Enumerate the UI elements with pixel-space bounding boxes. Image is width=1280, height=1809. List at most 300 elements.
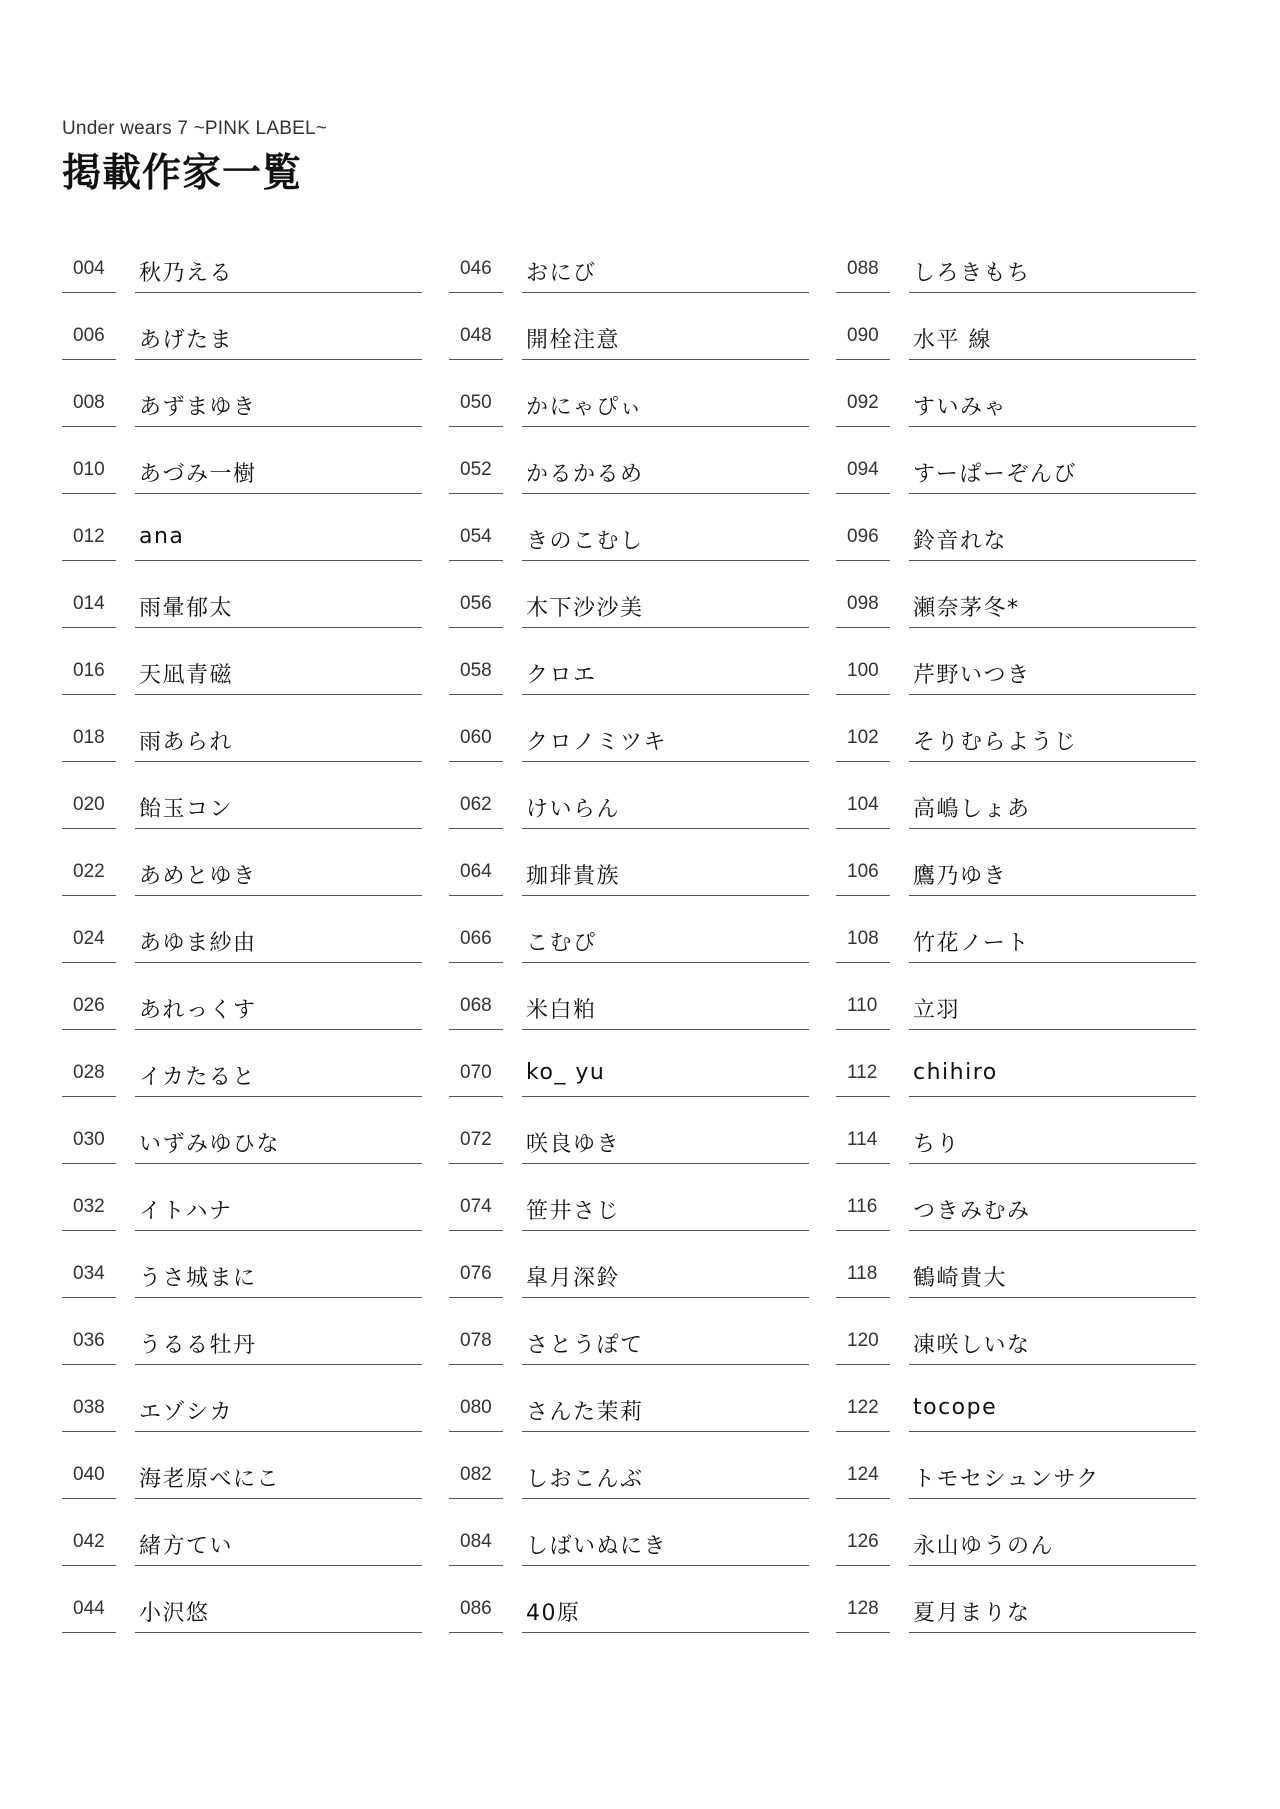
page-number-underline: [62, 1364, 116, 1365]
page-number: 024: [73, 928, 105, 949]
page-number-underline: [836, 1364, 890, 1365]
page-number-underline: [449, 493, 503, 494]
author-name: tocope: [913, 1395, 998, 1420]
page-number-underline: [836, 292, 890, 293]
author-name: 緒方てい: [139, 1534, 234, 1559]
author-name: きのこむし: [526, 529, 644, 554]
page-number: 100: [847, 660, 879, 681]
author-name: 飴玉コン: [139, 797, 234, 822]
author-name-underline: [909, 828, 1196, 829]
author-name-underline: [522, 761, 809, 762]
page-number: 034: [73, 1263, 105, 1284]
page-number-underline: [62, 1632, 116, 1633]
page-number-underline: [449, 761, 503, 762]
page-number-underline: [449, 1163, 503, 1164]
author-name: すいみゃ: [913, 395, 1008, 420]
author-name: うるる牡丹: [139, 1333, 257, 1358]
author-entry: [449, 585, 809, 652]
page-number: 050: [460, 392, 492, 413]
author-name: すーぱーぞんび: [913, 462, 1077, 487]
author-name-underline: [909, 1565, 1196, 1566]
author-name: 笹井さじ: [526, 1199, 621, 1224]
author-entry: [836, 1322, 1196, 1389]
page-number-underline: [449, 426, 503, 427]
author-name: 高嶋しょあ: [913, 797, 1031, 822]
page-number-underline: [449, 1297, 503, 1298]
page-number: 012: [73, 526, 105, 547]
page-number-underline: [449, 627, 503, 628]
author-name: しばいぬにき: [526, 1534, 668, 1559]
page-number-underline: [449, 1632, 503, 1633]
author-name: 夏月まりな: [913, 1601, 1031, 1626]
page-number: 020: [73, 794, 105, 815]
author-name-underline: [135, 1163, 422, 1164]
author-entry: [449, 853, 809, 920]
author-name: そりむらようじ: [913, 730, 1078, 755]
author-entry: [449, 1054, 809, 1121]
author-name-underline: [135, 761, 422, 762]
page-number: 028: [73, 1062, 105, 1083]
page-number-underline: [449, 1230, 503, 1231]
author-name-underline: [135, 1364, 422, 1365]
author-column-1: [62, 250, 422, 1657]
page-number-underline: [449, 962, 503, 963]
author-name: エゾシカ: [139, 1400, 234, 1425]
author-name: 天凪青磁: [139, 663, 234, 688]
page-number-underline: [449, 1431, 503, 1432]
author-name-underline: [909, 1029, 1196, 1030]
author-name-underline: [135, 694, 422, 695]
page-number-underline: [62, 493, 116, 494]
author-name-underline: [909, 1364, 1196, 1365]
page-number: 006: [73, 325, 105, 346]
author-name: かるかるめ: [526, 462, 644, 487]
page-number: 086: [460, 1598, 492, 1619]
page-number: 062: [460, 794, 492, 815]
author-name: さとうぽて: [526, 1333, 644, 1358]
page-number: 122: [847, 1397, 879, 1418]
author-name-underline: [909, 1632, 1196, 1633]
author-name-underline: [135, 1498, 422, 1499]
author-name-underline: [522, 292, 809, 293]
page-number-underline: [62, 1498, 116, 1499]
page-number-underline: [62, 1565, 116, 1566]
page-number: 096: [847, 526, 879, 547]
page-number: 004: [73, 258, 105, 279]
page-number: 078: [460, 1330, 492, 1351]
author-name: こむぴ: [526, 931, 597, 956]
author-name-underline: [909, 359, 1196, 360]
author-entry: [62, 250, 422, 317]
author-entry: [62, 384, 422, 451]
author-name: 海老原べにこ: [139, 1467, 281, 1492]
author-entry: [449, 1456, 809, 1523]
author-entry: [449, 987, 809, 1054]
author-entry: [449, 719, 809, 786]
author-name: イトハナ: [139, 1199, 233, 1224]
page-number: 110: [847, 995, 878, 1016]
author-entry: [836, 451, 1196, 518]
page-number-underline: [62, 1431, 116, 1432]
author-entry: [836, 1389, 1196, 1456]
page-number-underline: [449, 1029, 503, 1030]
author-entry: [449, 317, 809, 384]
author-entry: [449, 1322, 809, 1389]
author-name: 皐月深鈴: [526, 1266, 621, 1291]
author-name: クロノミツキ: [526, 730, 668, 755]
page-number: 046: [460, 258, 492, 279]
page-number-underline: [836, 1565, 890, 1566]
author-name-underline: [909, 1163, 1196, 1164]
author-entry: [62, 317, 422, 384]
page-number-underline: [449, 560, 503, 561]
page-number: 014: [73, 593, 105, 614]
page-number: 038: [73, 1397, 105, 1418]
page-number: 048: [460, 325, 492, 346]
author-column-2: [449, 250, 809, 1657]
author-entry: [62, 1121, 422, 1188]
author-name-underline: [135, 895, 422, 896]
author-entry: [449, 384, 809, 451]
author-entry: [62, 1389, 422, 1456]
page-number: 102: [847, 727, 879, 748]
author-name: 永山ゆうのん: [913, 1534, 1055, 1559]
author-name: 開栓注意: [526, 328, 621, 353]
author-name-underline: [135, 962, 422, 963]
author-entry: [62, 853, 422, 920]
page-number: 088: [847, 258, 879, 279]
author-name: 木下沙沙美: [526, 596, 644, 621]
author-name-underline: [522, 1163, 809, 1164]
page-title: 掲載作家一覧: [62, 151, 303, 196]
page-number: 090: [847, 325, 879, 346]
author-name-underline: [909, 694, 1196, 695]
author-entry: [449, 1389, 809, 1456]
author-name-underline: [135, 828, 422, 829]
author-name-underline: [522, 1029, 809, 1030]
author-name-underline: [135, 1431, 422, 1432]
page-number-underline: [836, 1029, 890, 1030]
author-name-underline: [135, 292, 422, 293]
author-name: かにゃぴぃ: [526, 395, 644, 420]
author-entry: [62, 652, 422, 719]
author-name-underline: [522, 1431, 809, 1432]
author-entry: [449, 1188, 809, 1255]
page-number: 022: [73, 861, 105, 882]
author-name-underline: [135, 1096, 422, 1097]
author-name-underline: [522, 493, 809, 494]
page-number: 128: [847, 1598, 879, 1619]
author-name: クロエ: [526, 663, 597, 688]
author-column-3: [836, 250, 1196, 1657]
page-number: 070: [460, 1062, 492, 1083]
author-name: 鈴音れな: [913, 529, 1008, 554]
author-name-underline: [909, 962, 1196, 963]
page-number: 120: [847, 1330, 879, 1351]
author-name: 秋乃える: [139, 261, 234, 286]
author-entry: [836, 786, 1196, 853]
author-name-underline: [135, 493, 422, 494]
author-entry: [62, 920, 422, 987]
author-entry: [836, 585, 1196, 652]
author-name-underline: [909, 627, 1196, 628]
page-number-underline: [62, 292, 116, 293]
author-name: あめとゆき: [139, 864, 257, 889]
page-number: 114: [847, 1129, 878, 1150]
page-number-underline: [449, 895, 503, 896]
author-name: 芹野いつき: [913, 663, 1031, 688]
author-entry: [449, 451, 809, 518]
page-number-underline: [449, 1498, 503, 1499]
author-name-underline: [135, 359, 422, 360]
author-entry: [62, 786, 422, 853]
author-name: 瀬奈茅冬*: [913, 596, 1020, 621]
author-name-underline: [522, 1230, 809, 1231]
author-name-underline: [135, 426, 422, 427]
author-entry: [836, 250, 1196, 317]
author-name: ana: [139, 524, 185, 549]
author-name-underline: [909, 292, 1196, 293]
author-entry: [449, 1523, 809, 1590]
page-number-underline: [836, 761, 890, 762]
author-name-underline: [522, 359, 809, 360]
author-name-underline: [522, 1498, 809, 1499]
page-number: 116: [847, 1196, 878, 1217]
page-number: 126: [847, 1531, 879, 1552]
page-number: 008: [73, 392, 105, 413]
author-entry: [836, 518, 1196, 585]
author-name-underline: [909, 761, 1196, 762]
author-entry: [62, 518, 422, 585]
author-entry: [62, 1456, 422, 1523]
page-number: 098: [847, 593, 879, 614]
page-number-underline: [449, 359, 503, 360]
author-name-underline: [522, 1297, 809, 1298]
author-name: あずまゆき: [139, 395, 257, 420]
author-entry: [836, 1121, 1196, 1188]
page-number-underline: [836, 359, 890, 360]
author-entry: [836, 1054, 1196, 1121]
page-number: 106: [847, 861, 879, 882]
author-entry: [836, 1590, 1196, 1657]
author-name-underline: [522, 1632, 809, 1633]
author-name-underline: [135, 627, 422, 628]
page-number-underline: [62, 1297, 116, 1298]
page-number: 064: [460, 861, 492, 882]
author-name: 小沢悠: [139, 1601, 210, 1626]
page-number: 094: [847, 459, 879, 480]
page-number-underline: [449, 694, 503, 695]
author-name: 立羽: [913, 998, 961, 1023]
author-name-underline: [135, 1230, 422, 1231]
author-name: うさ城まに: [139, 1266, 257, 1291]
page-number: 042: [73, 1531, 105, 1552]
author-name-underline: [522, 828, 809, 829]
author-name-underline: [909, 895, 1196, 896]
author-entry: [836, 1523, 1196, 1590]
author-name: いずみゆひな: [139, 1132, 281, 1157]
page-number-underline: [836, 1431, 890, 1432]
author-entry: [449, 652, 809, 719]
author-entry: [836, 317, 1196, 384]
author-name-underline: [909, 426, 1196, 427]
author-entry: [836, 719, 1196, 786]
author-entry: [836, 1456, 1196, 1523]
page-number: 092: [847, 392, 879, 413]
author-name-underline: [135, 1297, 422, 1298]
author-name: おにび: [526, 261, 597, 286]
author-name-underline: [522, 560, 809, 561]
page-number: 054: [460, 526, 492, 547]
page-number-underline: [836, 1096, 890, 1097]
author-name-underline: [135, 1029, 422, 1030]
page-number: 018: [73, 727, 105, 748]
author-name-underline: [522, 1364, 809, 1365]
page-number-underline: [836, 962, 890, 963]
page-number-underline: [836, 1297, 890, 1298]
page-number-underline: [836, 627, 890, 628]
author-entry: [449, 250, 809, 317]
page-number-underline: [449, 828, 503, 829]
author-name: 雨暈郁太: [139, 596, 234, 621]
page-number-underline: [449, 1096, 503, 1097]
author-name-underline: [135, 560, 422, 561]
author-entry: [62, 585, 422, 652]
author-name: さんた茉莉: [526, 1400, 644, 1425]
page-number-underline: [62, 426, 116, 427]
author-name: 鷹乃ゆき: [913, 864, 1008, 889]
page-number-underline: [836, 1230, 890, 1231]
author-name: あげたま: [139, 328, 234, 353]
author-name-underline: [522, 962, 809, 963]
author-name-underline: [909, 493, 1196, 494]
author-name: けいらん: [526, 797, 621, 822]
author-name: あづみ一樹: [139, 462, 257, 487]
author-entry: [449, 518, 809, 585]
author-name: しおこんぶ: [526, 1467, 644, 1492]
page-number: 026: [73, 995, 105, 1016]
author-name: 竹花ノート: [913, 931, 1030, 956]
author-entry: [836, 987, 1196, 1054]
page-number: 032: [73, 1196, 105, 1217]
page-number-underline: [62, 1029, 116, 1030]
author-name-underline: [522, 694, 809, 695]
author-entry: [836, 652, 1196, 719]
page-number: 074: [460, 1196, 492, 1217]
author-name-underline: [909, 1096, 1196, 1097]
page-number-underline: [836, 895, 890, 896]
page-number-underline: [62, 627, 116, 628]
page-number-underline: [449, 1364, 503, 1365]
page-number-underline: [449, 292, 503, 293]
author-name-underline: [909, 560, 1196, 561]
page-number-underline: [836, 828, 890, 829]
author-entry: [62, 1322, 422, 1389]
page-number-underline: [62, 560, 116, 561]
author-name: 40原: [526, 1601, 581, 1626]
author-name-underline: [135, 1632, 422, 1633]
author-name: トモセシュンサク: [913, 1467, 1100, 1492]
page-number-underline: [62, 1230, 116, 1231]
page-number-underline: [836, 1632, 890, 1633]
author-name: しろきもち: [913, 261, 1031, 286]
page-number: 056: [460, 593, 492, 614]
page-number: 084: [460, 1531, 492, 1552]
author-name: あゆま紗由: [139, 931, 257, 956]
page-number-underline: [836, 694, 890, 695]
author-entry: [62, 1590, 422, 1657]
author-entry: [62, 1255, 422, 1322]
page-number-underline: [62, 1163, 116, 1164]
author-entry: [449, 1121, 809, 1188]
author-entry: [449, 786, 809, 853]
page-number: 044: [73, 1598, 105, 1619]
page-number-underline: [62, 895, 116, 896]
page-number-underline: [62, 962, 116, 963]
page-number: 058: [460, 660, 492, 681]
author-entry: [836, 384, 1196, 451]
author-name-underline: [909, 1230, 1196, 1231]
page-number: 010: [73, 459, 105, 480]
author-name: つきみむみ: [913, 1199, 1031, 1224]
author-entry: [62, 1054, 422, 1121]
page-number-underline: [836, 426, 890, 427]
page-number-underline: [62, 761, 116, 762]
page-number: 082: [460, 1464, 492, 1485]
author-name: chihiro: [913, 1060, 998, 1085]
page-number-underline: [836, 560, 890, 561]
page-number-underline: [62, 359, 116, 360]
author-name-underline: [909, 1498, 1196, 1499]
book-subtitle: Under wears 7 ~PINK LABEL~: [62, 118, 328, 139]
page-number: 108: [847, 928, 879, 949]
page-number: 036: [73, 1330, 105, 1351]
page-number-underline: [62, 1096, 116, 1097]
page-number: 072: [460, 1129, 492, 1150]
author-name: 米白粕: [526, 998, 597, 1023]
page-number: 016: [73, 660, 105, 681]
page-number: 066: [460, 928, 492, 949]
author-name: ko_ yu: [526, 1060, 606, 1085]
author-entry: [62, 987, 422, 1054]
page-number-underline: [449, 1565, 503, 1566]
author-name-underline: [522, 426, 809, 427]
author-name: 咲良ゆき: [526, 1132, 621, 1157]
page-number-underline: [836, 1163, 890, 1164]
author-name: 珈琲貴族: [526, 864, 621, 889]
author-name: 雨あられ: [139, 730, 234, 755]
page-number: 052: [460, 459, 492, 480]
author-name-underline: [522, 1565, 809, 1566]
page-number: 112: [847, 1062, 878, 1083]
author-name-underline: [909, 1431, 1196, 1432]
page-number: 040: [73, 1464, 105, 1485]
page-number-underline: [62, 694, 116, 695]
author-name: 鶴崎貴大: [913, 1266, 1008, 1291]
page-number: 076: [460, 1263, 492, 1284]
author-name-underline: [909, 1297, 1196, 1298]
page-number: 104: [847, 794, 879, 815]
author-entry: [62, 451, 422, 518]
page-number: 068: [460, 995, 492, 1016]
author-name: ちり: [913, 1132, 961, 1157]
author-name-underline: [135, 1565, 422, 1566]
page-number-underline: [836, 1498, 890, 1499]
author-name-underline: [522, 895, 809, 896]
author-name: 凍咲しいな: [913, 1333, 1031, 1358]
author-entry: [62, 1188, 422, 1255]
page-number: 030: [73, 1129, 105, 1150]
